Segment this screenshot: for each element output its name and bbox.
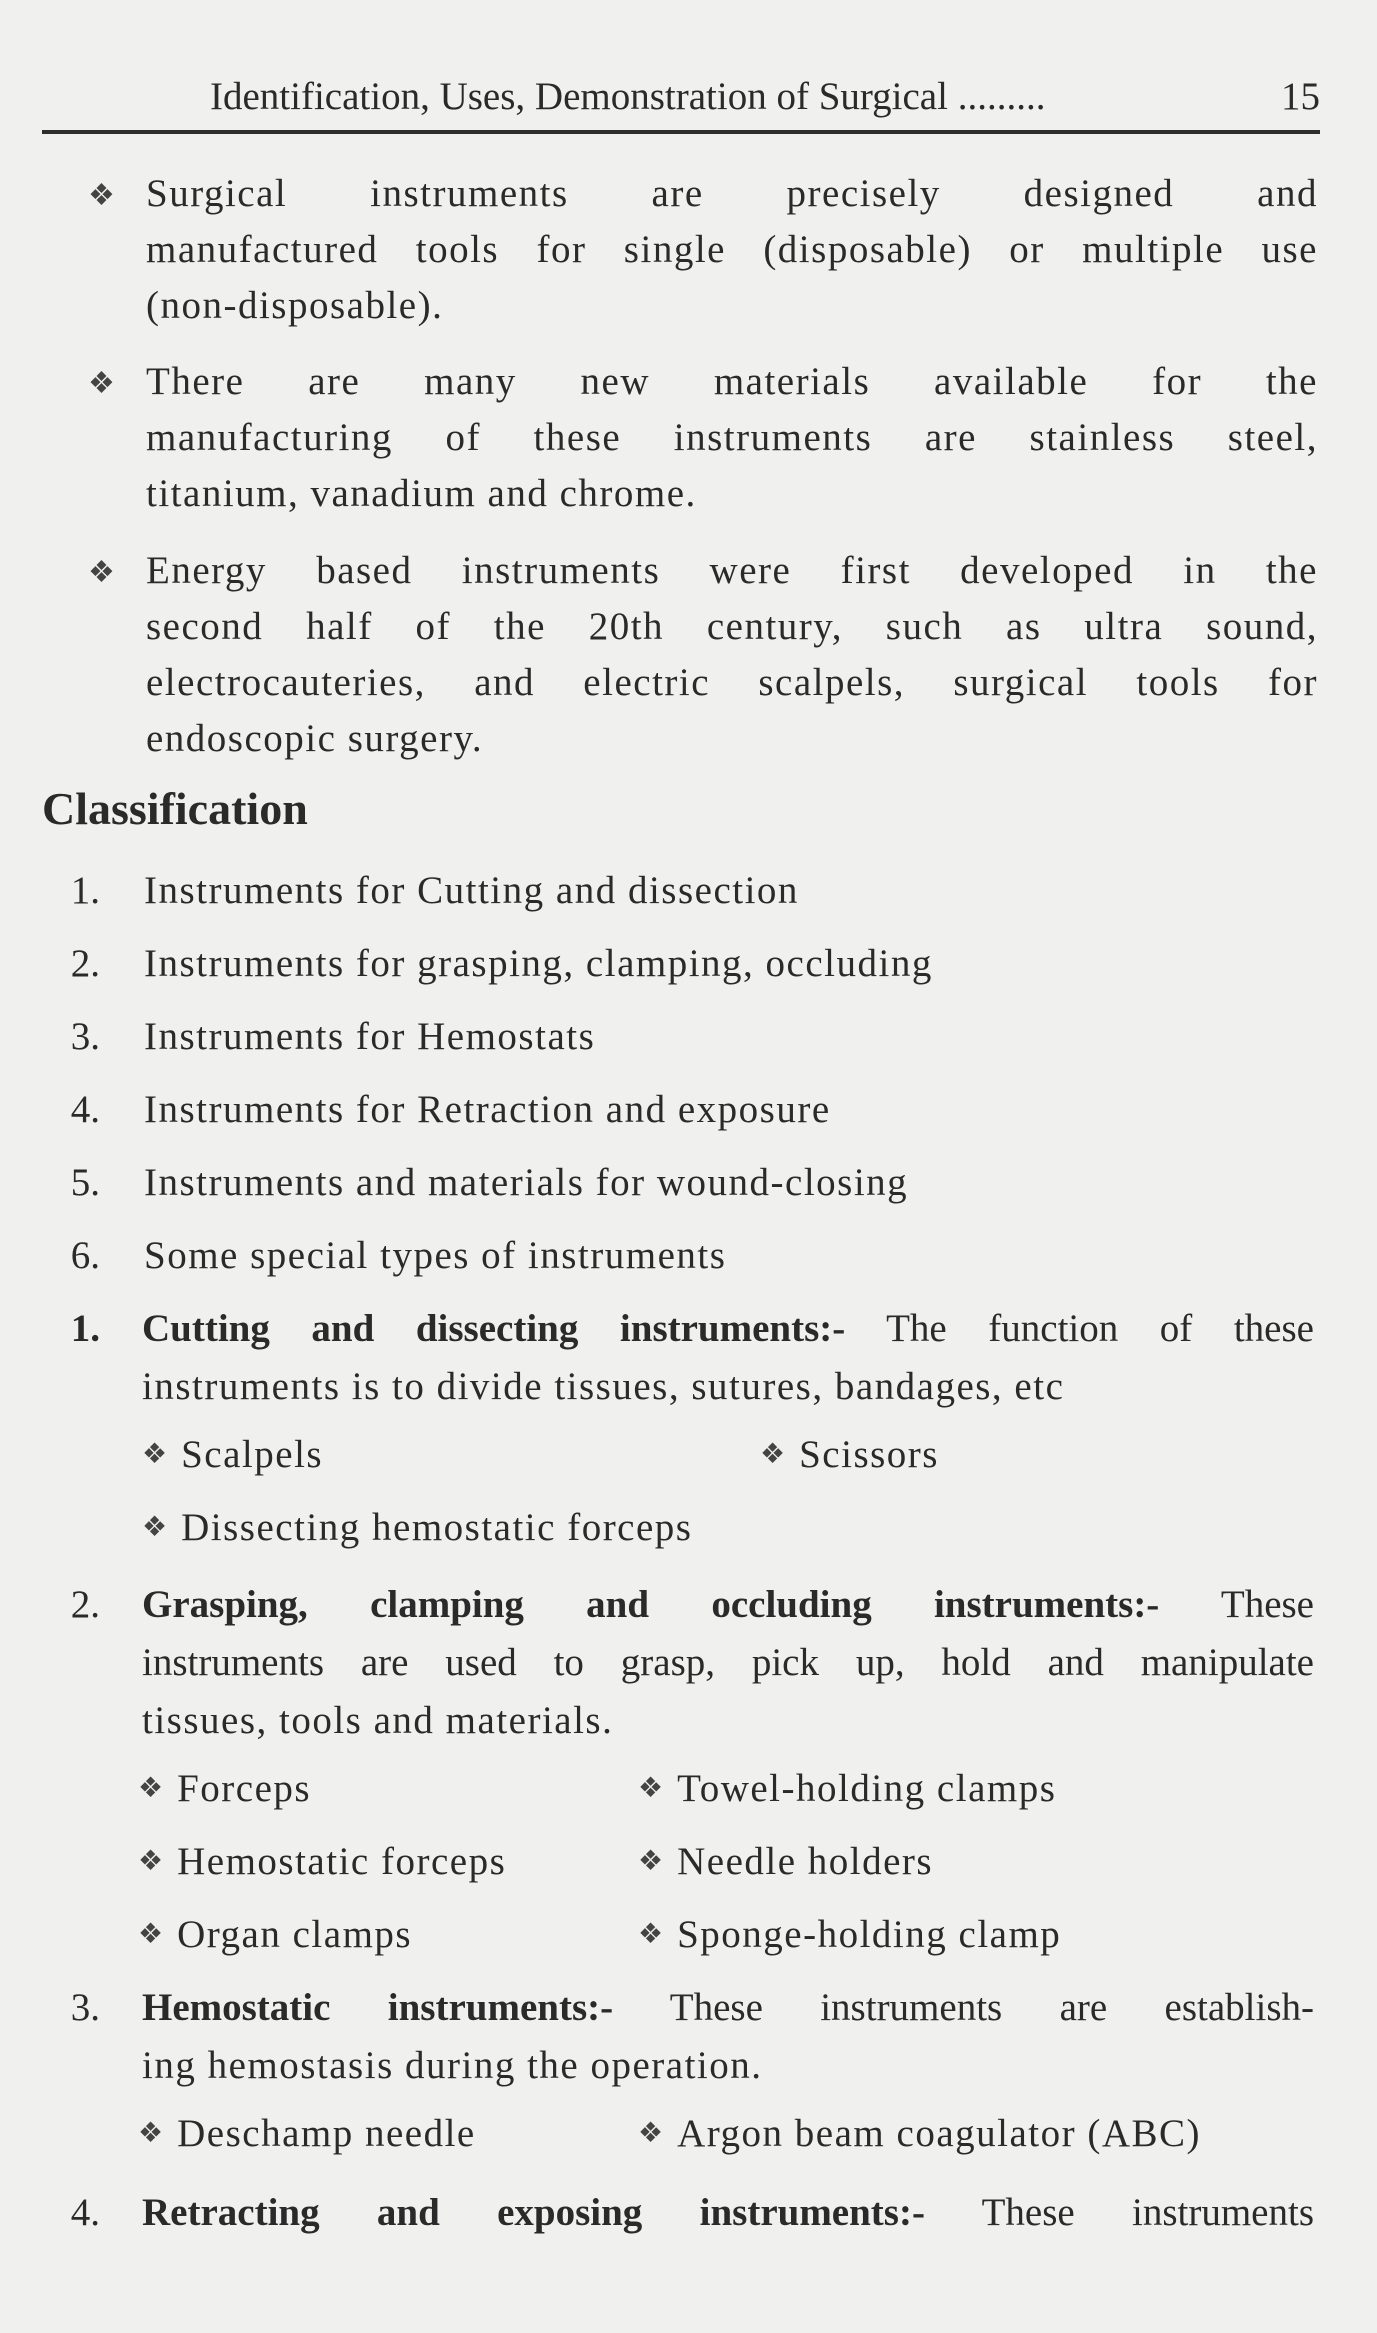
sub-item: ❖ Sponge-holding clamp bbox=[638, 1913, 1062, 1956]
sub-item: ❖ Dissecting hemostatic forceps bbox=[142, 1506, 693, 1549]
section-grasping bbox=[142, 1576, 1314, 1750]
diamond-bullet-icon: ❖ bbox=[760, 1439, 786, 1470]
diamond-bullet-icon: ❖ bbox=[638, 1773, 664, 1804]
list-item: Some special types of instruments bbox=[144, 1234, 727, 1277]
section-hemostatic bbox=[142, 1979, 1314, 2095]
text-line: second half of the 20th century, such as ultra sound, bbox=[146, 605, 1318, 648]
section-heading: Hemostatic instruments:- bbox=[142, 1986, 614, 2029]
diamond-bullet-icon: ❖ bbox=[138, 1773, 164, 1804]
list-number: 1. bbox=[70, 869, 100, 912]
list-item: Instruments and materials for wound-closing bbox=[144, 1161, 909, 1204]
section-number: 1. bbox=[70, 1307, 100, 1350]
diamond-bullet-icon: ❖ bbox=[142, 1439, 168, 1470]
list-number: 4. bbox=[70, 1088, 100, 1131]
diamond-bullet-icon: ❖ bbox=[638, 1846, 664, 1877]
running-title: Identification, Uses, Demonstration of Surgical ......... bbox=[210, 75, 1046, 118]
section-number: 3. bbox=[70, 1986, 100, 2029]
intro-bullet-2 bbox=[146, 354, 1318, 522]
sub-item: ❖ Scalpels bbox=[142, 1433, 324, 1476]
sub-item: ❖ Hemostatic forceps bbox=[138, 1840, 507, 1883]
section-heading: Cutting and dissecting instruments:- bbox=[142, 1307, 846, 1350]
intro-bullet-3 bbox=[146, 543, 1318, 767]
text-line: (non-disposable). bbox=[146, 284, 444, 327]
list-number: 3. bbox=[70, 1015, 100, 1058]
sub-item: ❖ Forceps bbox=[138, 1767, 312, 1810]
text-line: tissues, tools and materials. bbox=[142, 1699, 614, 1742]
text-line: ing hemostasis during the operation. bbox=[142, 2044, 763, 2087]
text-line: endoscopic surgery. bbox=[146, 717, 484, 760]
text-line: instruments are used to grasp, pick up, hold and manipulate bbox=[142, 1641, 1314, 1684]
intro-bullet-1 bbox=[146, 166, 1318, 334]
text-line: Surgical instruments are precisely designed and bbox=[146, 172, 1318, 215]
diamond-bullet-icon: ❖ bbox=[138, 1846, 164, 1877]
diamond-bullet-icon: ❖ bbox=[138, 2118, 164, 2149]
section-number: 2. bbox=[70, 1583, 100, 1626]
page-header bbox=[42, 70, 1320, 134]
text-line: electrocauteries, and electric scalpels, surgical tools for bbox=[146, 661, 1318, 704]
sub-item: ❖ Scissors bbox=[760, 1433, 939, 1476]
list-number: 6. bbox=[70, 1234, 100, 1277]
diamond-bullet-icon: ❖ bbox=[88, 179, 115, 212]
diamond-bullet-icon: ❖ bbox=[638, 2118, 664, 2149]
text-line: Energy based instruments were first developed in the bbox=[146, 549, 1318, 592]
list-item: Instruments for grasping, clamping, occluding bbox=[144, 942, 933, 985]
section-heading: Grasping, clamping and occluding instruments:- bbox=[142, 1583, 1160, 1626]
sub-item: ❖ Needle holders bbox=[638, 1840, 934, 1883]
diamond-bullet-icon: ❖ bbox=[138, 1919, 164, 1950]
sub-item: ❖ Towel-holding clamps bbox=[638, 1767, 1057, 1810]
sub-item: ❖ Argon beam coagulator (ABC) bbox=[638, 2112, 1202, 2155]
diamond-bullet-icon: ❖ bbox=[88, 367, 115, 400]
list-item: Instruments for Hemostats bbox=[144, 1015, 596, 1058]
section-cutting bbox=[142, 1300, 1314, 1416]
text-line: instruments is to divide tissues, sutures, bandages, etc bbox=[142, 1365, 1065, 1408]
text-line: manufactured tools for single (disposable) or multiple use bbox=[146, 228, 1318, 271]
sub-item: ❖ Deschamp needle bbox=[138, 2112, 476, 2155]
diamond-bullet-icon: ❖ bbox=[88, 556, 115, 589]
section-heading: Retracting and exposing instruments:- bbox=[142, 2191, 925, 2234]
text-line: manufacturing of these instruments are stainless steel, bbox=[146, 416, 1318, 459]
sub-item: ❖ Organ clamps bbox=[138, 1913, 413, 1956]
section-text: The function of these bbox=[845, 1307, 1314, 1350]
section-title: Classification bbox=[42, 783, 308, 834]
page-number: 15 bbox=[1281, 75, 1320, 118]
section-text: These bbox=[1159, 1583, 1314, 1626]
list-item: Instruments for Retraction and exposure bbox=[144, 1088, 831, 1131]
list-number: 2. bbox=[70, 942, 100, 985]
section-text: These instruments are establish- bbox=[613, 1986, 1314, 2029]
section-text: These instruments bbox=[924, 2191, 1314, 2234]
list-item: Instruments for Cutting and dissection bbox=[144, 869, 799, 912]
section-number: 4. bbox=[70, 2191, 100, 2234]
diamond-bullet-icon: ❖ bbox=[638, 1919, 664, 1950]
diamond-bullet-icon: ❖ bbox=[142, 1512, 168, 1543]
section-retracting bbox=[142, 2184, 1314, 2242]
text-line: titanium, vanadium and chrome. bbox=[146, 472, 697, 515]
text-line: There are many new materials available for the bbox=[146, 360, 1318, 403]
list-number: 5. bbox=[70, 1161, 100, 1204]
